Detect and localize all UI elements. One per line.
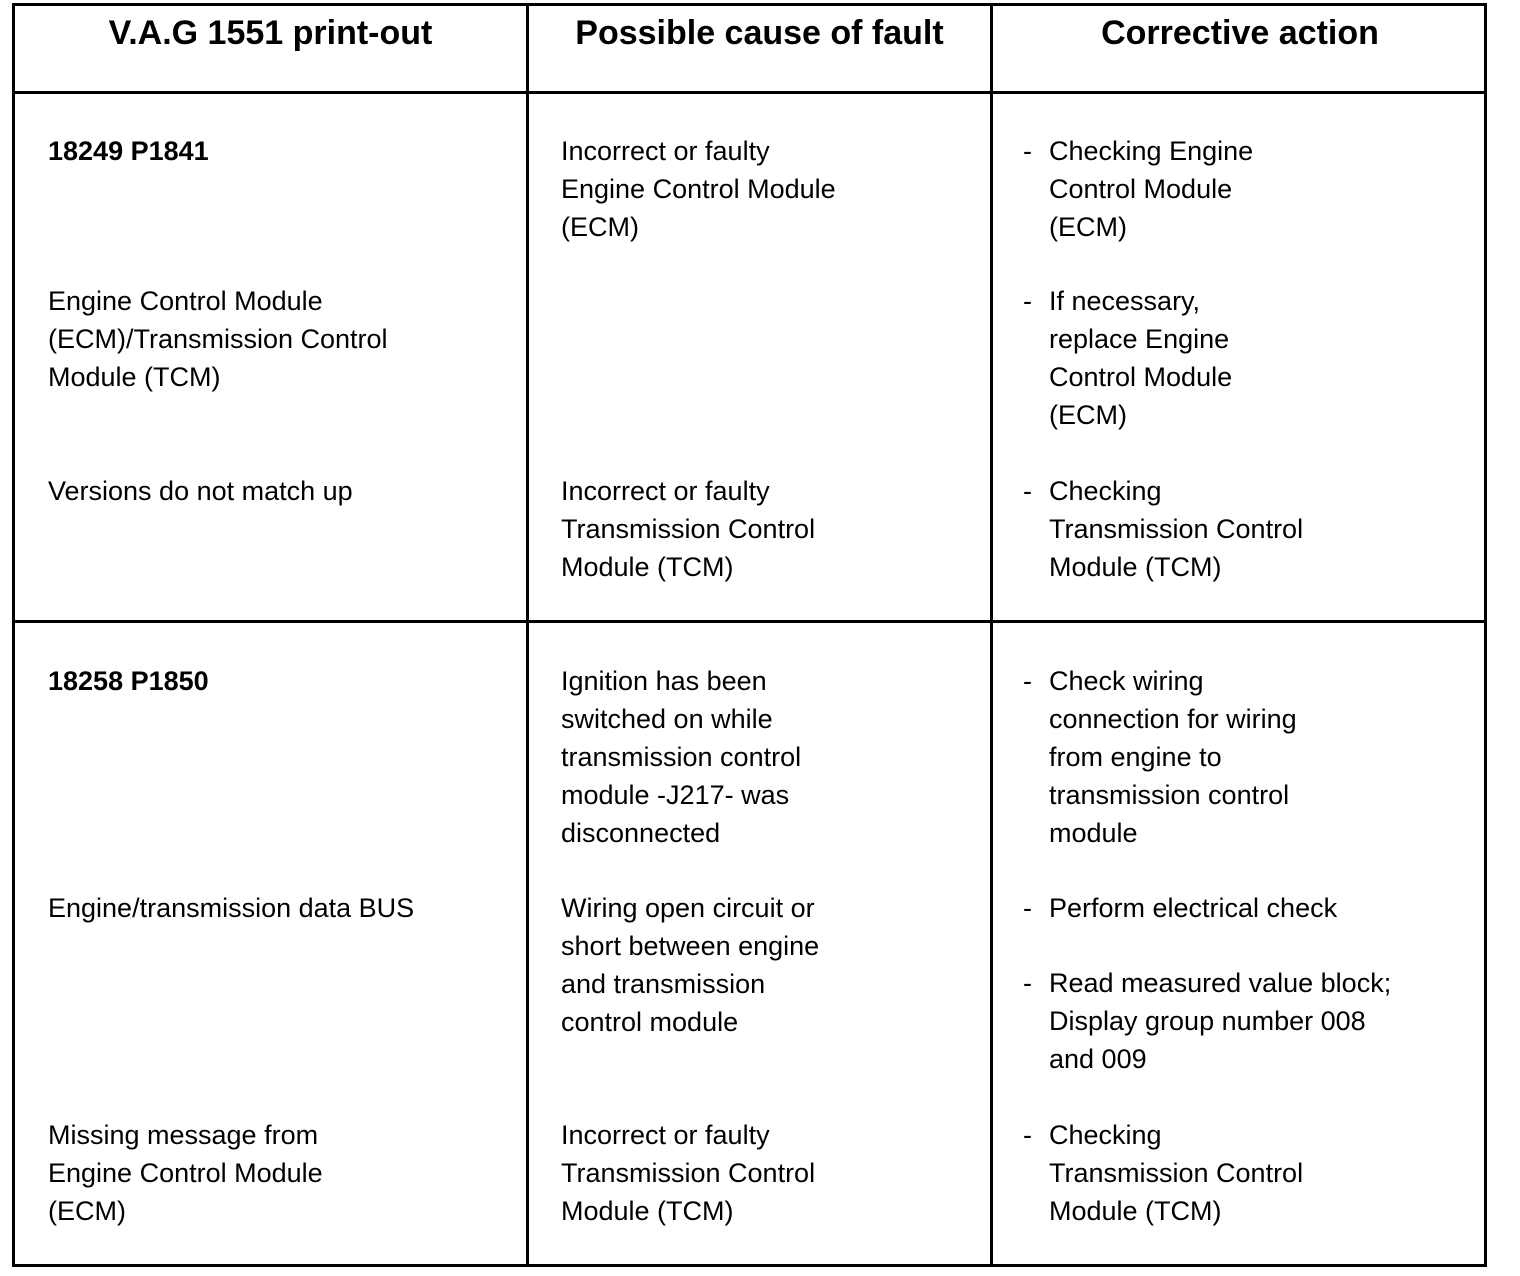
bullet-dash: -: [1023, 286, 1032, 316]
action-check-tcm-2: Checking Transmission Control Module (TCM): [1049, 1120, 1304, 1226]
cause-ecm-faulty: Incorrect or faulty Engine Control Module (ECM): [561, 136, 836, 242]
header-divider: [15, 91, 1484, 94]
bullet-dash: -: [1023, 1120, 1032, 1150]
column-divider-2: [990, 6, 993, 1264]
action-check-ecm: Checking Engine Control Module (ECM): [1049, 136, 1254, 242]
cause-tcm-faulty: Incorrect or faulty Transmission Control Module (TCM): [561, 476, 816, 582]
fault-desc-versions: Versions do not match up: [48, 476, 353, 506]
bullet-dash: -: [1023, 968, 1032, 998]
fault-code-18249: 18249 P1841: [48, 136, 209, 166]
fault-code-18258: 18258 P1850: [48, 666, 209, 696]
header-action: Corrective action: [1101, 14, 1379, 52]
bullet-dash: -: [1023, 476, 1032, 506]
column-divider-1: [526, 6, 529, 1264]
bullet-dash: -: [1023, 893, 1032, 923]
action-read-measured: Read measured value block; Display group number 008 and 009: [1049, 968, 1392, 1074]
fault-desc-missing-message: Missing message from Engine Control Module (ECM): [48, 1120, 323, 1226]
row-divider: [15, 620, 1484, 623]
bullet-dash: -: [1023, 666, 1032, 696]
action-check-tcm: Checking Transmission Control Module (TCM): [1049, 476, 1304, 582]
action-check-wiring: Check wiring connection for wiring from engine to transmission control module: [1049, 666, 1297, 848]
header-printout: V.A.G 1551 print-out: [108, 14, 433, 52]
fault-desc-ecm-tcm: Engine Control Module (ECM)/Transmission Control Module (TCM): [48, 286, 388, 392]
fault-desc-data-bus: Engine/transmission data BUS: [48, 893, 415, 923]
cause-tcm-faulty-2: Incorrect or faulty Transmission Control Module (TCM): [561, 1120, 816, 1226]
action-replace-ecm: If necessary, replace Engine Control Module (ECM): [1049, 286, 1233, 430]
cause-wiring-open: Wiring open circuit or short between engine and transmission control module: [561, 893, 820, 1037]
cause-ignition-on: Ignition has been switched on while transmission control module -J217- was disconnected: [561, 666, 802, 848]
bullet-dash: -: [1023, 136, 1032, 166]
action-electrical-check: Perform electrical check: [1049, 893, 1338, 923]
header-cause: Possible cause of fault: [575, 14, 944, 52]
fault-table: [12, 3, 1487, 1267]
